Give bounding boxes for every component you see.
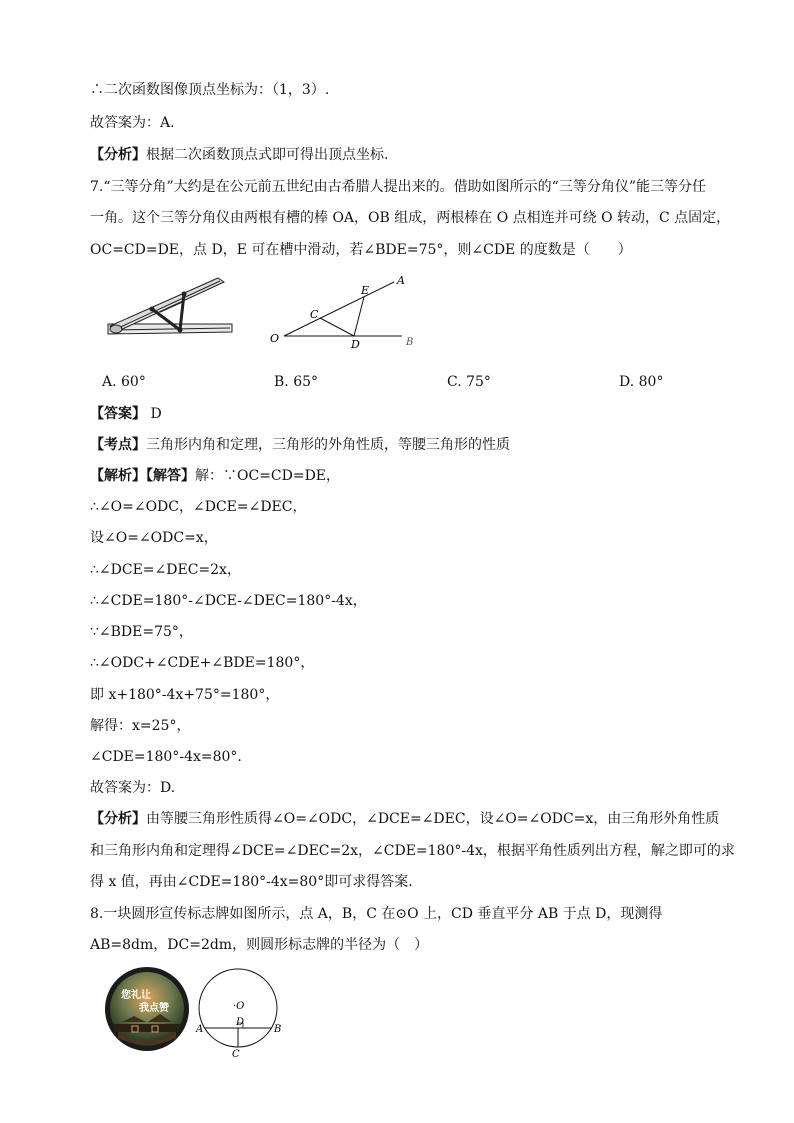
solution-step-5: ∵∠BDE=75°， — [90, 624, 193, 640]
question-8-line-2: AB=8dm，DC=2dm，则圆形标志牌的半径为（ ） — [90, 937, 429, 953]
label-e: E — [361, 284, 370, 297]
text-answer-a: 故答案为：A. — [90, 115, 175, 131]
analysis-7-line-2: 和三角形内角和定理得∠DCE=∠DEC=2x，∠CDE=180°-4x，根据平角性质列出方程，解之即可的求 — [90, 843, 735, 859]
option-a: A. 60° — [102, 374, 146, 390]
analysis-7-line-3: 得 x 值，再由∠CDE=180°-4x=80°即可求得答案. — [90, 874, 413, 890]
analysis-6 — [90, 145, 388, 165]
sign-text-2: 我点赞 — [139, 1003, 169, 1014]
solution-step-3: ∴∠DCE=∠DEC=2x， — [90, 562, 241, 578]
analysis-7-text-1: 由等腰三角形性质得∠O=∠ODC，∠DCE=∠DEC，设∠O=∠ODC=x，由三角形外角性质 — [146, 811, 720, 827]
answer-tag: 【答案】 — [90, 406, 146, 422]
label-d: D — [351, 338, 360, 351]
solution-step-2: 设∠O=∠ODC=x， — [90, 530, 218, 546]
trisector-device-photo — [100, 272, 240, 344]
jiexi-line — [90, 466, 340, 486]
circle-diagram — [192, 964, 288, 1060]
analysis-7-line-1 — [90, 809, 719, 829]
answer-value: D — [146, 406, 162, 422]
label-c: C — [310, 308, 319, 321]
option-c: C. 75° — [447, 374, 491, 390]
analysis-tag: 【分析】 — [90, 147, 146, 163]
analysis-7-tag: 【分析】 — [90, 811, 146, 827]
jiexi-text: 解：∵OC=CD=DE， — [195, 468, 341, 484]
label-o-center: ·O — [233, 1001, 245, 1012]
kaodian-text: 三角形内角和定理，三角形的外角性质，等腰三角形的性质 — [146, 437, 510, 453]
analysis-text: 根据二次函数顶点式即可得出顶点坐标. — [146, 147, 389, 163]
question-7-line-2: 一角。这个三等分角仪由两根有槽的棒 OA，OB 组成，两根棒在 O 点相连并可绕 O 转动，C 点固定， — [90, 210, 731, 226]
question-7-line-1: 7.“三等分角”大约是在公元前五世纪由古希腊人提出来的。借助如图所示的“三等分角仪”能三等分任 — [90, 179, 706, 195]
question-7-line-3: OC=CD=DE，点 D，E 可在槽中滑动，若∠BDE=75°，则∠CDE 的度数是（ ） — [90, 242, 632, 258]
answer-line — [90, 404, 162, 424]
solution-step-10: 故答案为：D. — [90, 780, 176, 796]
label-b-point: B — [274, 1024, 282, 1035]
trisector-diagram — [262, 270, 422, 356]
solution-step-6: ∴∠ODC+∠CDE+∠BDE=180°， — [90, 655, 315, 671]
jiexi-tag: 【解析】【解答】 — [90, 468, 195, 484]
solution-step-7: 即 x+180°-4x+75°=180°， — [90, 687, 280, 703]
kaodian-tag: 【考点】 — [90, 437, 146, 453]
solution-step-9: ∠CDE=180°-4x=80°. — [90, 749, 242, 765]
sign-text-1: 您礼让 — [121, 990, 151, 1001]
solution-step-4: ∴∠CDE=180°-∠DCE-∠DEC=180°-4x， — [90, 593, 367, 609]
solution-step-8: 解得：x=25°， — [90, 718, 191, 734]
label-c-point: C — [232, 1049, 240, 1060]
option-b: B. 65° — [274, 374, 319, 390]
option-d: D. 80° — [619, 374, 664, 390]
label-o: O — [270, 332, 280, 345]
round-sign-photo — [104, 966, 190, 1052]
text-vertex-result: ∴二次函数图像顶点坐标为：（1，3）. — [90, 82, 330, 98]
label-a: A — [397, 274, 405, 287]
solution-step-1: ∴∠O=∠ODC，∠DCE=∠DEC， — [90, 499, 307, 515]
label-b: B — [406, 337, 414, 348]
kaodian-line — [90, 435, 510, 455]
label-a-point: A — [196, 1024, 204, 1035]
label-d-foot: D — [236, 1017, 245, 1028]
question-8-line-1: 8.一块圆形宣传标志牌如图所示，点 A，B，C 在⊙O 上，CD 垂直平分 AB 于点 D，现测得 — [90, 906, 663, 922]
